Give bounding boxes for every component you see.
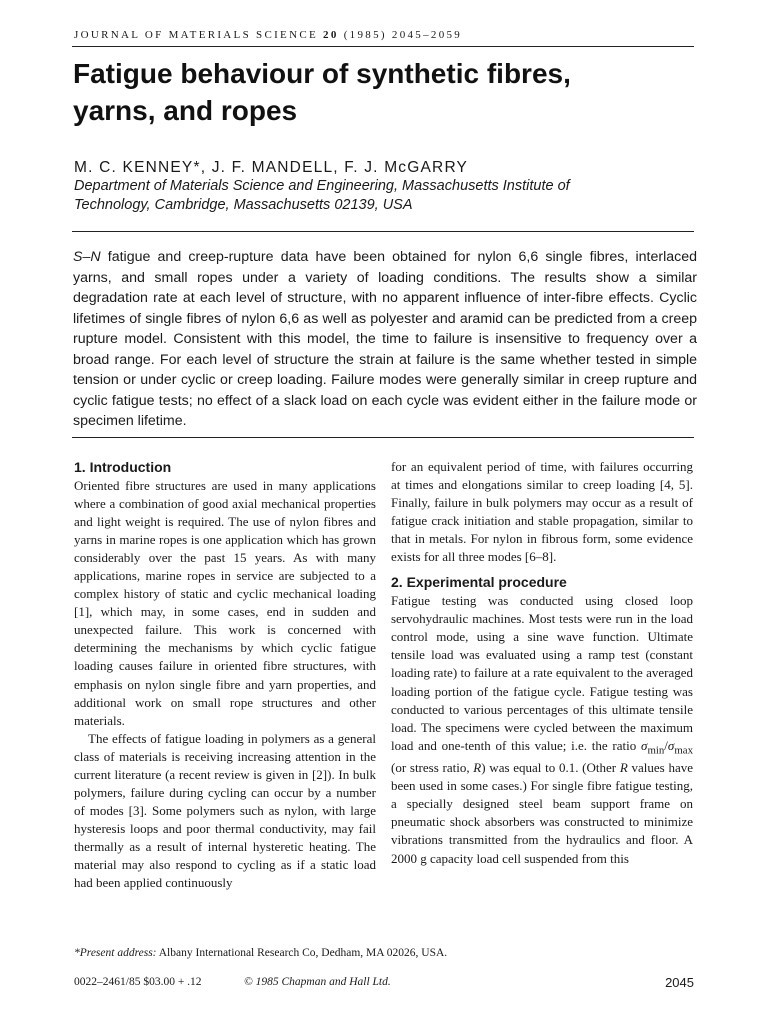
affiliation [74, 177, 714, 215]
sigma-symbol: σ [641, 737, 648, 753]
title-line-1: Fatigue behaviour of synthetic fibres, [73, 58, 571, 89]
article-title [73, 55, 713, 129]
footnote [74, 947, 694, 959]
subscript-max: max [674, 744, 693, 757]
title-line-2: yarns, and ropes [73, 95, 298, 126]
section-heading-introduction: 1. Introduction [74, 459, 172, 475]
right-column [391, 458, 693, 868]
abstract [73, 247, 697, 432]
ratio-slash: / [664, 737, 668, 753]
r-symbol: R [619, 760, 628, 776]
journal-year-pages: (1985) 2045–2059 [343, 29, 463, 41]
experimental-text-d: values have been used in some cases.) For single fibre fatigue testing, a specially designed steel beam support frame on pneumatic shock absorbers was constructed to minimize vibrations transmitted from the hydraulics and floor. A 2000 g capacity load cell suspended from this [391, 760, 693, 866]
affiliation-line-2: Technology, Cambridge, Massachusetts 02139, USA [74, 197, 413, 213]
journal-header [74, 29, 694, 41]
header-rule [72, 46, 694, 47]
r-symbol: R [473, 760, 482, 776]
page-number: 2045 [665, 975, 694, 990]
footnote-text: Albany International Research Co, Dedham, MA 02026, USA. [156, 947, 448, 959]
journal-volume: 20 [323, 29, 339, 41]
intro-paragraph-2: The effects of fatigue loading in polymers as a general class of materials is receiving increasing attention in the current literature (a recent review is given in [2]). In bulk polymers, failure during cycling can occur by a number of modes [3]. Some polymers such as nylon, with large hysteresis loops and poor thermal conductivity, may fail thermally as a result of internal hysteretic heating. The material may also respond to cycling as if a static load had been applied continuously [74, 730, 376, 891]
abstract-bottom-rule [72, 437, 694, 438]
experimental-text-a: Fatigue testing was conducted using closed loop servohydraulic machines. Most tests were run in the load control mode, using a sine wave function. Ultimate tensile load was evaluated using a ramp test (constant loading rate) to failure at a rate equivalent to the averaged loading portion of the fatigue cycle. Fatigue testing was conducted to various percentages of this ultimate tensile load. The specimens were cycled between the maximum load and one-tenth of this value; i.e. the ratio [391, 593, 693, 753]
footnote-label: *Present address: [74, 947, 157, 959]
abstract-text: fatigue and creep-rupture data have been obtained for nylon 6,6 single fibres, interlaced yarns, and small ropes under a variety of loading conditions. The results show a similar degradation rate at each level of structure, with no apparent influence of inter-fibre effects. Cyclic lifetimes of single fibres of nylon 6,6 as well as polyester and aramid can be predicted from a creep rupture model. Consistent with this model, the time to failure is insensitive to frequency over a broad range. For each level of structure the strain at failure is the same whether tested in simple tension or under cyclic or creep loading. Failure modes were generally similar in creep rupture and cyclic fatigue tests; no effect of a slack load on each cycle was evident either in the failure mode or specimen lifetime. [73, 249, 697, 429]
abstract-sn-term: S–N [73, 249, 101, 265]
subscript-min: min [647, 744, 665, 757]
footer-publisher: © 1985 Chapman and Hall Ltd. [244, 976, 391, 988]
left-column [74, 458, 376, 892]
experimental-text-b: (or stress ratio, [391, 760, 474, 776]
abstract-top-rule [72, 231, 694, 232]
section-heading-experimental: 2. Experimental procedure [391, 574, 567, 591]
experimental-paragraph [391, 592, 693, 867]
intro-paragraph-3: for an equivalent period of time, with failures occurring at times and elongations similar to creep loading [4, 5]. Finally, failure in bulk polymers may occur as a result of fatigue crack initiation and stable propagation, similar to that in metals. For nylon in fibrous form, some evidence exists for all three modes [6–8]. [391, 459, 693, 565]
sigma-symbol: σ [667, 737, 675, 753]
affiliation-line-1: Department of Materials Science and Engineering, Massachusetts Institute of [74, 178, 570, 194]
journal-name: JOURNAL OF MATERIALS SCIENCE [74, 29, 318, 41]
experimental-text-c: ) was equal to 0.1. (Other [481, 760, 620, 776]
authors: M. C. KENNEY*, J. F. MANDELL, F. J. McGARRY [74, 159, 469, 176]
footer-code: 0022–2461/85 $03.00 + .12 [74, 976, 202, 988]
intro-paragraph-1: Oriented fibre structures are used in many applications where a combination of good axial mechanical properties and light weight is required. The use of nylon fibres and yarns in marine ropes is one application which has grown considerably over the past 15 years. As with many applications, marine ropes in service are subjected to a complex history of static and cyclic mechanical loading [1], which may, in some cases, end in sudden and unexpected failure. This work is concerned with determining the mechanisms by which cyclic fatigue loading causes failure in oriented fibre structures, with emphasis on nylon single fibre and yarn properties, and additional work on small rope structures and other materials. [74, 478, 376, 728]
